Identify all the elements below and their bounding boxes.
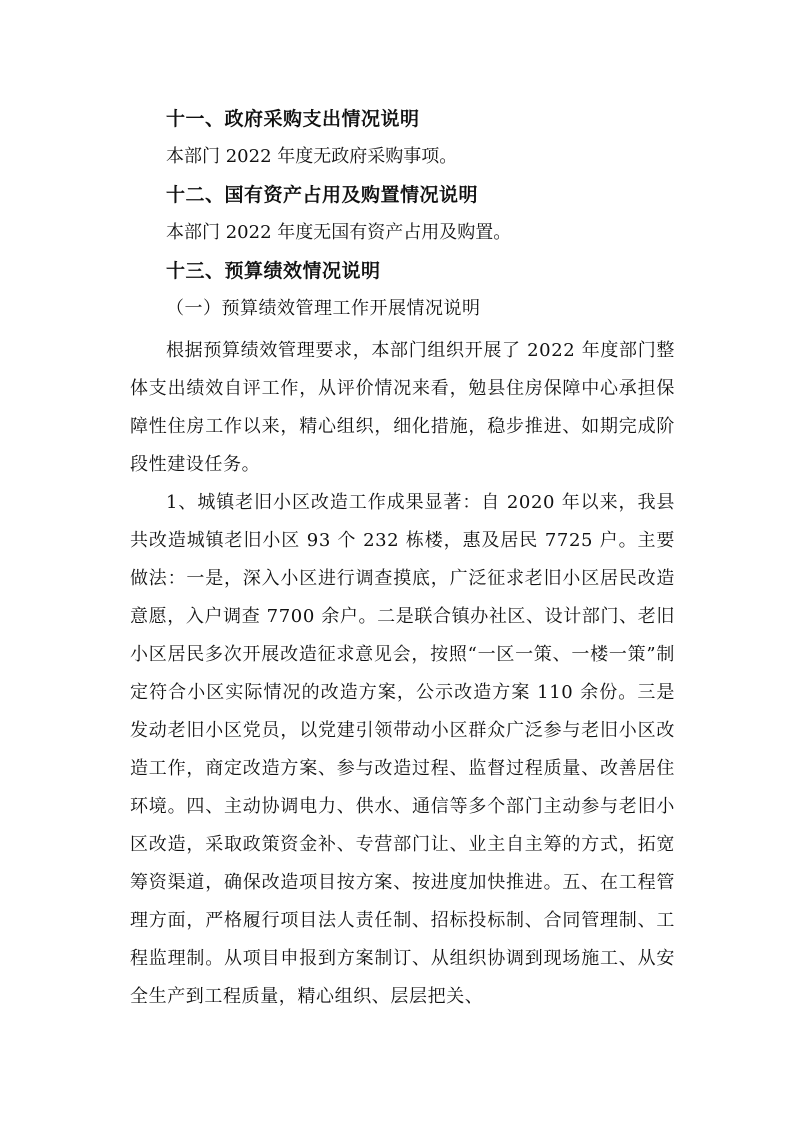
subsection-heading-performance-management: （一）预算绩效管理工作开展情况说明 [166, 298, 481, 319]
section-heading-performance: 十三、预算绩效情况说明 [166, 260, 381, 282]
section-text-gov-procurement: 本部门 2022 年度无政府采购事项。 [166, 146, 458, 167]
section-heading-state-assets: 十二、国有资产占用及购置情况说明 [166, 184, 479, 206]
document-body [130, 100, 675, 1016]
section-text-state-assets: 本部门 2022 年度无国有资产占用及购置。 [166, 222, 512, 243]
paragraph-self-evaluation: 根据预算绩效管理要求，本部门组织开展了 2022 年度部门整体支出绩效自评工作，从评价情况来看，勉县住房保障中心承担保障性住房工作以来，精心组织，细化措施，稳步推进、如期完成阶段性建设任务。 [130, 340, 675, 475]
paragraph-old-community-renovation: 1、城镇老旧小区改造工作成果显著：自 2020 年以来，我县共改造城镇老旧小区 93 个 232 栋楼，惠及居民 7725 户。主要做法：一是，深入小区进行调查摸底，广泛征求老旧小区居民改造意愿，入户调查 7700 余户。二是联合镇办社区、设计部门、老旧小区居民多次开展改造征求意见会，按照“一区一策、一楼一策”制定符合小区实际情况的改造方案，公示改造方案 110 余份。三是发动老旧小区党员，以党建引领带动小区群众广泛参与老旧小区改造工作，商定改造方案、参与改造过程、监督过程质量、改善居住环境。四、主动协调电力、供水、通信等多个部门主动参与老旧小区改造，采取政策资金补、专营部门让、业主自主筹的方式，拓宽筹资渠道，确保改造项目按方案、按进度加快推进。五、在工程管理方面，严格履行项目法人责任制、招标投标制、合同管理制、工程监理制。从项目申报到方案制订、从组织协调到现场施工、从安全生产到工程质量，精心组织、层层把关、 [130, 492, 675, 1007]
section-heading-gov-procurement: 十一、政府采购支出情况说明 [166, 108, 420, 130]
